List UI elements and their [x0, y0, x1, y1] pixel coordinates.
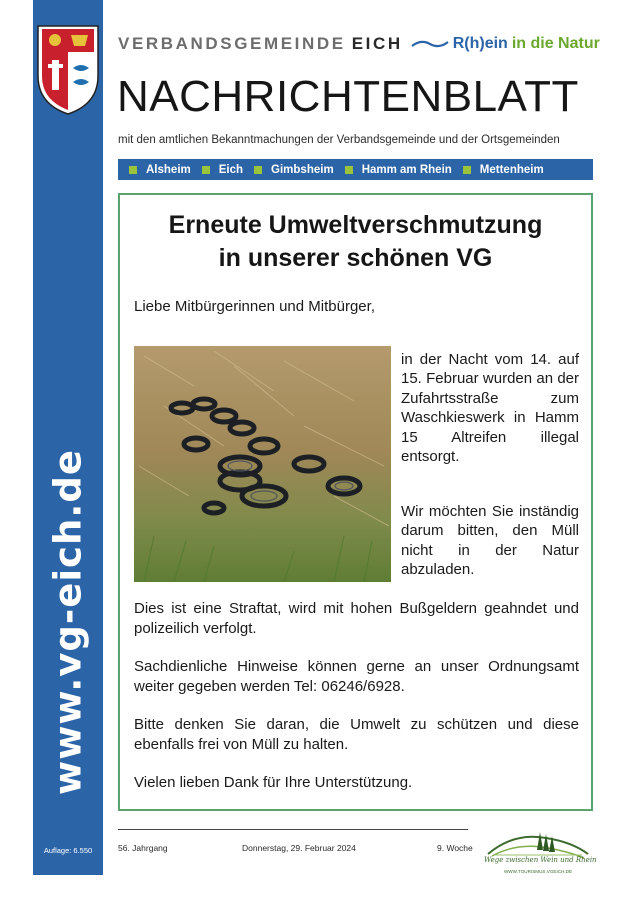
municipality-item: Mettenheim: [463, 164, 544, 176]
header-brand: [118, 34, 600, 54]
square-bullet-icon: [463, 166, 471, 174]
masthead-title: NACHRICHTENBLATT: [117, 72, 579, 121]
brand-rhein: R(h)ein: [452, 35, 508, 52]
municipality-item: Eich: [202, 164, 243, 176]
footer-date: Donnerstag, 29. Februar 2024: [242, 843, 356, 853]
website-url[interactable]: www.vg-eich.de: [46, 449, 90, 795]
article-paragraph: Dies ist eine Straftat, wird mit hohen Bußgeldern geahndet und polizeilich verfolgt.: [134, 600, 579, 637]
brand-natur: in die Natur: [511, 35, 600, 52]
article-box: [118, 193, 593, 811]
brand-verbandsgemeinde: VERBANDSGEMEINDE: [118, 34, 346, 53]
square-bullet-icon: [129, 166, 137, 174]
masthead-subtitle: mit den amtlichen Bekanntmachungen der Verbandsgemeinde und der Ortsgemeinden: [118, 134, 560, 146]
article-paragraph: Vielen lieben Dank für Ihre Unterstützung.: [134, 774, 413, 791]
square-bullet-icon: [254, 166, 262, 174]
article-paragraph: Wir möchten Sie inständig darum bitten, den Müll nicht in der Natur abzuladen.: [401, 503, 579, 579]
tourism-url[interactable]: WWW.TOURISMUS.VGEICH.DE: [503, 869, 573, 874]
article-greeting: Liebe Mitbürgerinnen und Mitbürger,: [134, 298, 375, 315]
coat-of-arms-icon: [33, 18, 103, 118]
municipality-item: Hamm am Rhein: [345, 164, 452, 176]
tourism-logo-text: Wege zwischen Wein und Rhein: [484, 856, 597, 864]
footer-divider: [118, 829, 468, 830]
brand-eich: EICH: [351, 34, 403, 53]
municipality-item: Alsheim: [129, 164, 191, 176]
square-bullet-icon: [345, 166, 353, 174]
municipality-item: Gimbsheim: [254, 164, 334, 176]
article-headline: Erneute Umweltverschmutzung in unserer schönen VG: [168, 211, 543, 272]
wave-icon: [411, 37, 449, 51]
footer-week: 9. Woche: [437, 843, 473, 853]
square-bullet-icon: [202, 166, 210, 174]
footer-volume: 56. Jahrgang: [118, 843, 168, 853]
article-paragraph: Bitte denken Sie daran, die Umwelt zu schützen und diese ebenfalls frei von Müll zu halten.: [134, 716, 579, 753]
print-run: Auflage: 6.550: [43, 846, 93, 855]
article-paragraph: Sachdienliche Hinweise können gerne an unser Ordnungsamt weiter gegeben werden Tel: 06246/6928.: [134, 658, 579, 695]
tires-photo: [134, 346, 391, 582]
municipality-bar: [118, 159, 593, 180]
article-paragraph: in der Nacht vom 14. auf 15. Februar wurden an der Zufahrtsstraße zum Waschkieswerk in Hamm 15 Altreifen illegal entsorgt.: [401, 351, 579, 466]
